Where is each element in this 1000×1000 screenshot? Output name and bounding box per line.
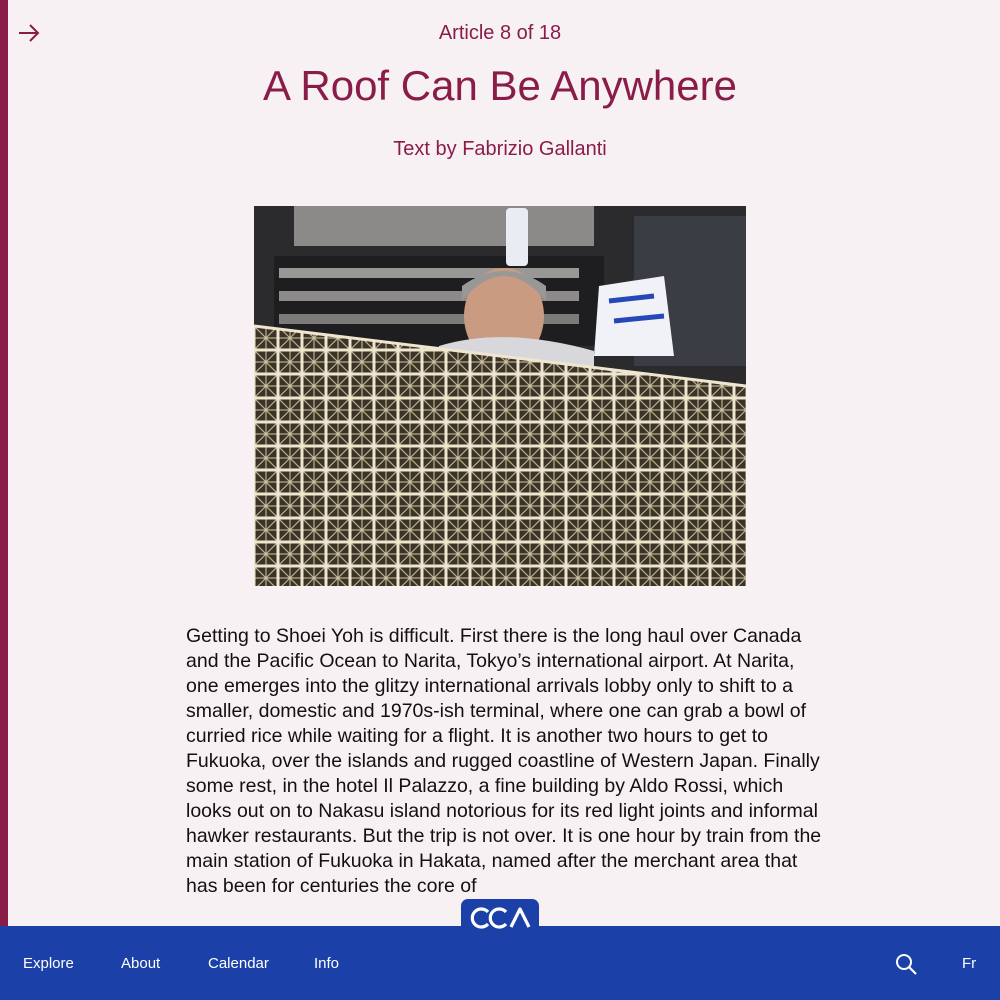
article-photo [254, 206, 746, 586]
cca-logo-button[interactable] [461, 899, 539, 933]
page-title: A Roof Can Be Anywhere [263, 62, 737, 109]
nav-about-link[interactable]: About [121, 955, 161, 972]
nav-info-link[interactable]: Info [314, 955, 340, 972]
search-button[interactable] [894, 952, 918, 976]
article-body: Getting to Shoei Yoh is difficult. First there is the long haul over Canada and the Pacific Ocean to Narita, Tokyo’s international airport. At Narita, one emerges into the glitzy international arrivals lobby only to shift to a smaller, domestic and 1970s-ish terminal, where one can grab a bowl of curried rice while waiting for a flight. It is another two hours to get to Fukuoka, over the islands and rugged coastline of Western Japan. Finally some rest, in the hotel Il Palazzo, a fine building by Aldo Rossi, which looks out on to Nakasu island notorious for its red light joints and informal hawker restaurants. But the trip is not over. It is one hour by train from the main station of Fukuoka in Hakata, named after the merchant area that has been for centuries the core of [186, 625, 822, 897]
language-toggle[interactable]: Fr [962, 955, 977, 972]
nav-explore-link[interactable]: Explore [23, 955, 74, 972]
search-icon [894, 952, 918, 976]
author-byline: Text by Fabrizio Gallanti [393, 138, 607, 160]
nav-calendar-link[interactable]: Calendar [208, 955, 269, 972]
lattice-model-image [254, 206, 746, 586]
article-counter: Article 8 of 18 [438, 22, 562, 44]
cca-logo-icon [461, 899, 539, 933]
